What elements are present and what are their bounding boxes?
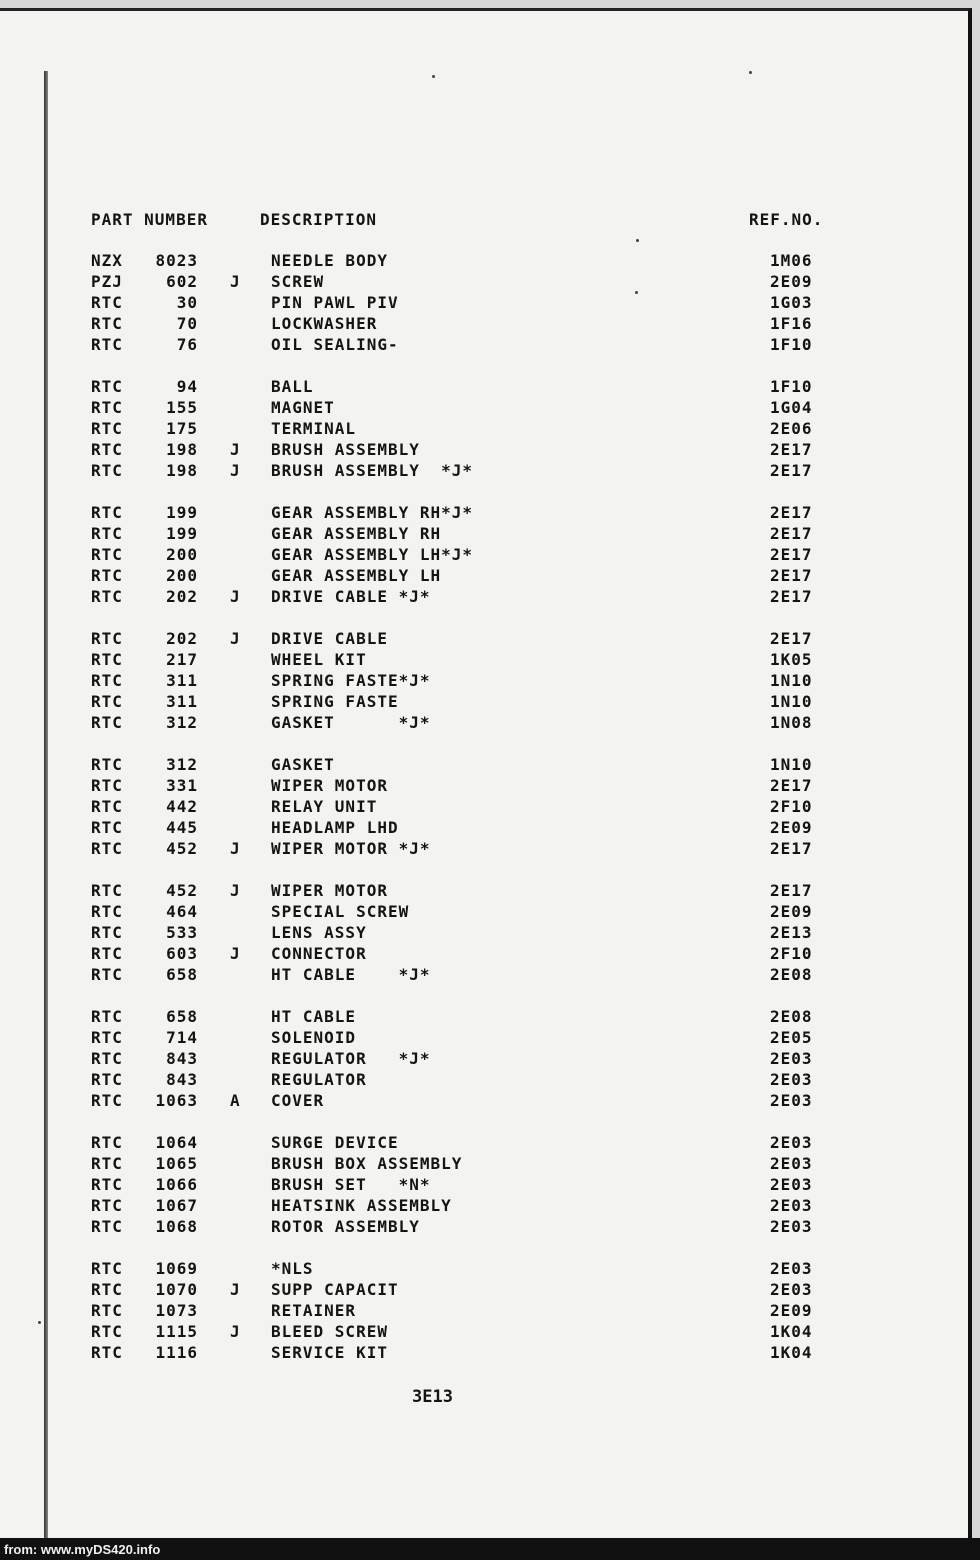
- part-description: SPRING FASTE*J*: [271, 671, 431, 690]
- part-description: BRUSH ASSEMBLY *J*: [271, 461, 474, 480]
- part-prefix: RTC: [91, 398, 123, 417]
- part-number: 452: [166, 881, 198, 900]
- ref-number: 2E09: [770, 272, 813, 291]
- part-description: COVER: [271, 1091, 325, 1110]
- part-prefix: RTC: [91, 461, 123, 480]
- part-description: GASKET *J*: [271, 713, 431, 732]
- part-code: J: [230, 1322, 241, 1341]
- ref-number: 2E03: [770, 1175, 813, 1194]
- part-number: 1068: [155, 1217, 198, 1236]
- part-number: 1073: [155, 1301, 198, 1320]
- ref-number: 1K05: [770, 650, 813, 669]
- part-prefix: RTC: [91, 440, 123, 459]
- part-prefix: RTC: [91, 1007, 123, 1026]
- ref-number: 2E08: [770, 965, 813, 984]
- part-number: 464: [166, 902, 198, 921]
- ref-number: 2E17: [770, 776, 813, 795]
- ref-number: 2E03: [770, 1133, 813, 1152]
- ref-number: 1G04: [770, 398, 813, 417]
- scan-speck: [635, 291, 638, 294]
- ref-number: 1F10: [770, 377, 813, 396]
- part-row: [0, 755, 972, 776]
- part-row: [0, 251, 972, 272]
- part-code: J: [230, 461, 241, 480]
- part-prefix: RTC: [91, 881, 123, 900]
- ref-number: 2F10: [770, 797, 813, 816]
- part-number: 200: [166, 566, 198, 585]
- part-row: [0, 629, 972, 650]
- part-number: 658: [166, 1007, 198, 1026]
- part-number: 198: [166, 461, 198, 480]
- header-description: DESCRIPTION: [260, 210, 377, 229]
- part-prefix: RTC: [91, 1259, 123, 1278]
- part-description: WHEEL KIT: [271, 650, 367, 669]
- ref-number: 2E17: [770, 881, 813, 900]
- source-credit: from: www.myDS420.info: [4, 1542, 161, 1557]
- part-row: [0, 671, 972, 692]
- part-number: 602: [166, 272, 198, 291]
- part-code: J: [230, 839, 241, 858]
- part-description: REGULATOR: [271, 1070, 367, 1089]
- part-description: GEAR ASSEMBLY LH: [271, 566, 442, 585]
- part-description: DRIVE CABLE: [271, 629, 388, 648]
- ref-number: 1K04: [770, 1343, 813, 1362]
- part-prefix: RTC: [91, 419, 123, 438]
- part-row: [0, 524, 972, 545]
- part-row: [0, 272, 972, 293]
- part-number: 202: [166, 587, 198, 606]
- part-number: 198: [166, 440, 198, 459]
- part-number: 76: [176, 335, 198, 354]
- part-code: J: [230, 587, 241, 606]
- part-row: [0, 944, 972, 965]
- part-row: [0, 1133, 972, 1154]
- part-description: SPECIAL SCREW: [271, 902, 410, 921]
- ref-number: 1F16: [770, 314, 813, 333]
- part-description: RETAINER: [271, 1301, 357, 1320]
- part-description: HEADLAMP LHD: [271, 818, 399, 837]
- part-row: [0, 1322, 972, 1343]
- part-description: OIL SEALING-: [271, 335, 399, 354]
- part-row: [0, 1217, 972, 1238]
- ref-number: 2E03: [770, 1154, 813, 1173]
- part-number: 155: [166, 398, 198, 417]
- part-prefix: PZJ: [91, 272, 123, 291]
- part-prefix: RTC: [91, 1070, 123, 1089]
- ref-number: 1F10: [770, 335, 813, 354]
- part-description: BRUSH ASSEMBLY: [271, 440, 420, 459]
- ref-number: 1N10: [770, 671, 813, 690]
- part-description: HT CABLE: [271, 1007, 357, 1026]
- ref-number: 2E06: [770, 419, 813, 438]
- part-prefix: RTC: [91, 1175, 123, 1194]
- part-row: [0, 1196, 972, 1217]
- part-description: LOCKWASHER: [271, 314, 378, 333]
- part-row: [0, 818, 972, 839]
- part-code: J: [230, 944, 241, 963]
- part-number: 843: [166, 1070, 198, 1089]
- part-number: 1066: [155, 1175, 198, 1194]
- part-row: [0, 1280, 972, 1301]
- part-row: [0, 503, 972, 524]
- part-row: [0, 965, 972, 986]
- ref-number: 2E17: [770, 503, 813, 522]
- catalogue-page: [0, 8, 972, 1540]
- part-prefix: RTC: [91, 377, 123, 396]
- part-number: 331: [166, 776, 198, 795]
- part-description: WIPER MOTOR *J*: [271, 839, 431, 858]
- part-row: [0, 545, 972, 566]
- part-number: 202: [166, 629, 198, 648]
- part-row: [0, 1007, 972, 1028]
- part-number: 217: [166, 650, 198, 669]
- part-row: [0, 377, 972, 398]
- ref-number: 1N08: [770, 713, 813, 732]
- part-number: 175: [166, 419, 198, 438]
- ref-number: 2E09: [770, 818, 813, 837]
- part-row: [0, 314, 972, 335]
- ref-number: 2E17: [770, 839, 813, 858]
- ref-number: 2E08: [770, 1007, 813, 1026]
- part-prefix: RTC: [91, 1217, 123, 1236]
- part-prefix: NZX: [91, 251, 123, 270]
- ref-number: 2E17: [770, 629, 813, 648]
- part-description: SURGE DEVICE: [271, 1133, 399, 1152]
- part-prefix: RTC: [91, 965, 123, 984]
- part-prefix: RTC: [91, 1049, 123, 1068]
- part-prefix: RTC: [91, 797, 123, 816]
- part-number: 30: [176, 293, 198, 312]
- part-row: [0, 650, 972, 671]
- parts-list: [0, 251, 972, 1364]
- part-description: TERMINAL: [271, 419, 357, 438]
- part-description: GASKET: [271, 755, 335, 774]
- part-row: [0, 1049, 972, 1070]
- part-prefix: RTC: [91, 839, 123, 858]
- part-description: LENS ASSY: [271, 923, 367, 942]
- part-row: [0, 1301, 972, 1322]
- part-description: HT CABLE *J*: [271, 965, 431, 984]
- part-number: 1067: [155, 1196, 198, 1215]
- scan-speck: [38, 1321, 41, 1324]
- part-number: 442: [166, 797, 198, 816]
- part-number: 70: [176, 314, 198, 333]
- part-number: 1063: [155, 1091, 198, 1110]
- part-prefix: RTC: [91, 587, 123, 606]
- part-code: J: [230, 1280, 241, 1299]
- part-description: ROTOR ASSEMBLY: [271, 1217, 420, 1236]
- ref-number: 1G03: [770, 293, 813, 312]
- ref-number: 2E13: [770, 923, 813, 942]
- ref-number: 2E03: [770, 1217, 813, 1236]
- ref-number: 2E05: [770, 1028, 813, 1047]
- ref-number: 2E03: [770, 1259, 813, 1278]
- part-description: MAGNET: [271, 398, 335, 417]
- ref-number: 2E17: [770, 587, 813, 606]
- part-prefix: RTC: [91, 1196, 123, 1215]
- part-prefix: RTC: [91, 1301, 123, 1320]
- part-number: 311: [166, 671, 198, 690]
- part-description: BRUSH SET *N*: [271, 1175, 431, 1194]
- part-number: 1115: [155, 1322, 198, 1341]
- ref-number: 2E03: [770, 1280, 813, 1299]
- part-prefix: RTC: [91, 1322, 123, 1341]
- part-code: A: [230, 1091, 241, 1110]
- part-code: J: [230, 440, 241, 459]
- part-number: 312: [166, 755, 198, 774]
- part-number: 1065: [155, 1154, 198, 1173]
- part-prefix: RTC: [91, 944, 123, 963]
- part-description: SOLENOID: [271, 1028, 357, 1047]
- part-description: WIPER MOTOR: [271, 776, 388, 795]
- part-row: [0, 335, 972, 356]
- scan-speck: [749, 71, 752, 74]
- part-description: BLEED SCREW: [271, 1322, 388, 1341]
- part-description: PIN PAWL PIV: [271, 293, 399, 312]
- part-row: [0, 1091, 972, 1112]
- ref-number: 1N10: [770, 755, 813, 774]
- scan-speck: [636, 239, 639, 242]
- part-number: 445: [166, 818, 198, 837]
- part-row: [0, 461, 972, 482]
- ref-number: 2E03: [770, 1070, 813, 1089]
- part-description: SUPP CAPACIT: [271, 1280, 399, 1299]
- part-prefix: RTC: [91, 314, 123, 333]
- part-code: J: [230, 881, 241, 900]
- part-number: 1070: [155, 1280, 198, 1299]
- part-description: SPRING FASTE: [271, 692, 399, 711]
- header-part-number: PART NUMBER: [91, 210, 208, 229]
- part-number: 199: [166, 524, 198, 543]
- part-row: [0, 440, 972, 461]
- part-row: [0, 776, 972, 797]
- part-row: [0, 398, 972, 419]
- part-code: J: [230, 629, 241, 648]
- part-row: [0, 293, 972, 314]
- part-description: DRIVE CABLE *J*: [271, 587, 431, 606]
- part-number: 1069: [155, 1259, 198, 1278]
- part-description: SCREW: [271, 272, 325, 291]
- part-row: [0, 1259, 972, 1280]
- part-row: [0, 692, 972, 713]
- part-number: 452: [166, 839, 198, 858]
- part-row: [0, 902, 972, 923]
- part-prefix: RTC: [91, 1028, 123, 1047]
- part-number: 312: [166, 713, 198, 732]
- part-row: [0, 419, 972, 440]
- part-description: CONNECTOR: [271, 944, 367, 963]
- part-number: 603: [166, 944, 198, 963]
- part-prefix: RTC: [91, 629, 123, 648]
- part-description: HEATSINK ASSEMBLY: [271, 1196, 452, 1215]
- part-prefix: RTC: [91, 1280, 123, 1299]
- part-number: 200: [166, 545, 198, 564]
- ref-number: 1K04: [770, 1322, 813, 1341]
- part-description: GEAR ASSEMBLY RH*J*: [271, 503, 474, 522]
- part-row: [0, 713, 972, 734]
- part-number: 94: [176, 377, 198, 396]
- part-row: [0, 1175, 972, 1196]
- part-prefix: RTC: [91, 503, 123, 522]
- part-prefix: RTC: [91, 818, 123, 837]
- part-number: 311: [166, 692, 198, 711]
- part-prefix: RTC: [91, 713, 123, 732]
- part-number: 533: [166, 923, 198, 942]
- page-number: 3E13: [412, 1387, 453, 1407]
- part-row: [0, 881, 972, 902]
- part-prefix: RTC: [91, 335, 123, 354]
- part-prefix: RTC: [91, 1154, 123, 1173]
- part-prefix: RTC: [91, 1091, 123, 1110]
- part-prefix: RTC: [91, 902, 123, 921]
- part-row: [0, 923, 972, 944]
- part-description: SERVICE KIT: [271, 1343, 388, 1362]
- part-code: J: [230, 272, 241, 291]
- ref-number: 2E03: [770, 1196, 813, 1215]
- part-row: [0, 1028, 972, 1049]
- part-prefix: RTC: [91, 776, 123, 795]
- part-prefix: RTC: [91, 545, 123, 564]
- part-number: 8023: [155, 251, 198, 270]
- part-prefix: RTC: [91, 1133, 123, 1152]
- part-number: 199: [166, 503, 198, 522]
- part-row: [0, 1154, 972, 1175]
- part-number: 714: [166, 1028, 198, 1047]
- ref-number: 1M06: [770, 251, 813, 270]
- part-prefix: RTC: [91, 671, 123, 690]
- ref-number: 2E09: [770, 1301, 813, 1320]
- part-description: REGULATOR *J*: [271, 1049, 431, 1068]
- part-description: RELAY UNIT: [271, 797, 378, 816]
- part-number: 658: [166, 965, 198, 984]
- part-row: [0, 587, 972, 608]
- part-description: WIPER MOTOR: [271, 881, 388, 900]
- ref-number: 2E17: [770, 566, 813, 585]
- part-prefix: RTC: [91, 755, 123, 774]
- part-description: BALL: [271, 377, 314, 396]
- part-description: GEAR ASSEMBLY LH*J*: [271, 545, 474, 564]
- part-row: [0, 566, 972, 587]
- part-row: [0, 1343, 972, 1364]
- ref-number: 2E17: [770, 440, 813, 459]
- header-ref-no: REF.NO.: [749, 210, 824, 229]
- part-description: GEAR ASSEMBLY RH: [271, 524, 442, 543]
- ref-number: 2E09: [770, 902, 813, 921]
- ref-number: 2F10: [770, 944, 813, 963]
- part-prefix: RTC: [91, 524, 123, 543]
- part-prefix: RTC: [91, 293, 123, 312]
- part-description: NEEDLE BODY: [271, 251, 388, 270]
- ref-number: 2E17: [770, 545, 813, 564]
- ref-number: 2E17: [770, 524, 813, 543]
- part-prefix: RTC: [91, 1343, 123, 1362]
- part-description: BRUSH BOX ASSEMBLY: [271, 1154, 463, 1173]
- part-prefix: RTC: [91, 692, 123, 711]
- ref-number: 2E17: [770, 461, 813, 480]
- scan-speck: [432, 75, 435, 78]
- part-prefix: RTC: [91, 923, 123, 942]
- part-row: [0, 797, 972, 818]
- part-number: 1064: [155, 1133, 198, 1152]
- part-number: 843: [166, 1049, 198, 1068]
- ref-number: 1N10: [770, 692, 813, 711]
- part-description: *NLS: [271, 1259, 314, 1278]
- part-prefix: RTC: [91, 650, 123, 669]
- ref-number: 2E03: [770, 1091, 813, 1110]
- part-row: [0, 1070, 972, 1091]
- part-prefix: RTC: [91, 566, 123, 585]
- ref-number: 2E03: [770, 1049, 813, 1068]
- part-number: 1116: [155, 1343, 198, 1362]
- part-row: [0, 839, 972, 860]
